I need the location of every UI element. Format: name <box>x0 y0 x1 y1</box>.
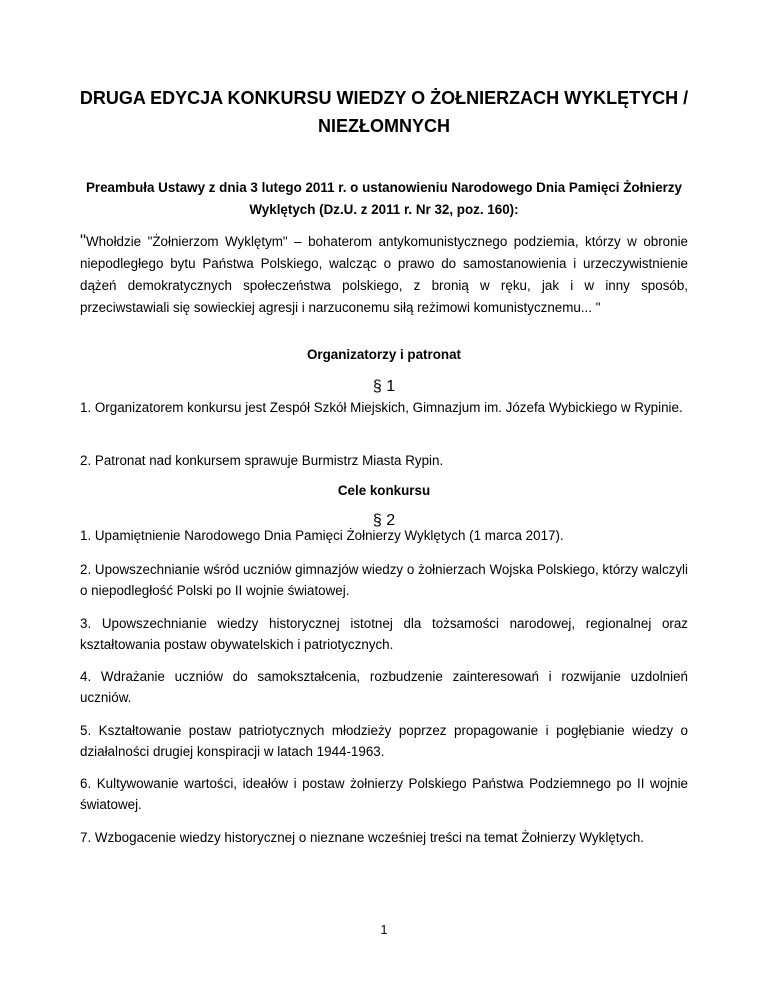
list-item: 5. Kształtowanie postaw patriotycznych młodzieży poprzez propagowanie i pogłębianie wiedzy o działalności drugiej konspiracji w latach 1944-1963. <box>80 723 688 759</box>
list-item: 1. Upamiętnienie Narodowego Dnia Pamięci Żołnierzy Wyklętych (1 marca 2017). <box>80 528 564 543</box>
list-item: 4. Wdrażanie uczniów do samokształcenia, rozbudzenie zainteresowań i rozwijanie uzdolnień uczniów. <box>80 669 688 705</box>
list-item: 1. Organizatorem konkursu jest Zespół Szkół Miejskich, Gimnazjum im. Józefa Wybickiego w Rypinie. <box>80 400 683 415</box>
list-item: 2. Upowszechnianie wśród uczniów gimnazjów wiedzy o żołnierzach Wojska Polskiego, którzy walczyli o niepodległość Polski po II wojnie światowej. <box>80 562 688 598</box>
list-item: 6. Kultywowanie wartości, ideałów i postaw żołnierzy Polskiego Państwa Podziemnego po II wojnie światowej. <box>80 776 688 812</box>
list-item: 3. Upowszechnianie wiedzy historycznej istotnej dla tożsamości narodowej, regionalnej oraz kształtowania postaw obywatelskich i patriotycznych. <box>80 616 688 652</box>
section-heading-organizers: Organizatorzy i patronat <box>306 347 461 362</box>
list-item: 2. Patronat nad konkursem sprawuje Burmistrz Miasta Rypin. <box>80 453 444 468</box>
opening-quote-mark: " <box>80 231 87 250</box>
preamble-quote <box>80 230 688 319</box>
preamble-quote-text: Whołdzie "Żołnierzom Wyklętym" – bohaterom antykomunistycznego podziemia, którzy w obronie niepodległego bytu Państwa Polskiego, walcząc o prawo do samostanowienia i urzeczywistnienie dążeń demokratycznych społeczeństwa polskiego, z bronią w ręku, jak i w inny sposób, przeciwstawiali się sowieckiej agresji i narzuconemu siłą reżimowi komunistycznemu... " <box>80 234 688 315</box>
list-item: 7. Wzbogacenie wiedzy historycznej o nieznane wcześniej treści na temat Żołnierzy Wyklętych. <box>80 830 645 845</box>
preamble-heading: Preambuła Ustawy z dnia 3 lutego 2011 r. o ustanowieniu Narodowego Dnia Pamięci Żołnierzy Wyklętych (Dz.U. z 2011 r. Nr 32, poz. 160): <box>85 180 683 217</box>
section-heading-goals: Cele konkursu <box>337 483 431 498</box>
page-number: 1 <box>380 923 388 937</box>
paragraph-sign-1: § 1 <box>372 378 396 395</box>
paragraph-sign-2: § 2 <box>372 512 396 529</box>
document-title: DRUGA EDYCJA KONKURSU WIEDZY O ŻOŁNIERZACH WYKLĘTYCH / NIEZŁOMNYCH <box>79 88 689 136</box>
